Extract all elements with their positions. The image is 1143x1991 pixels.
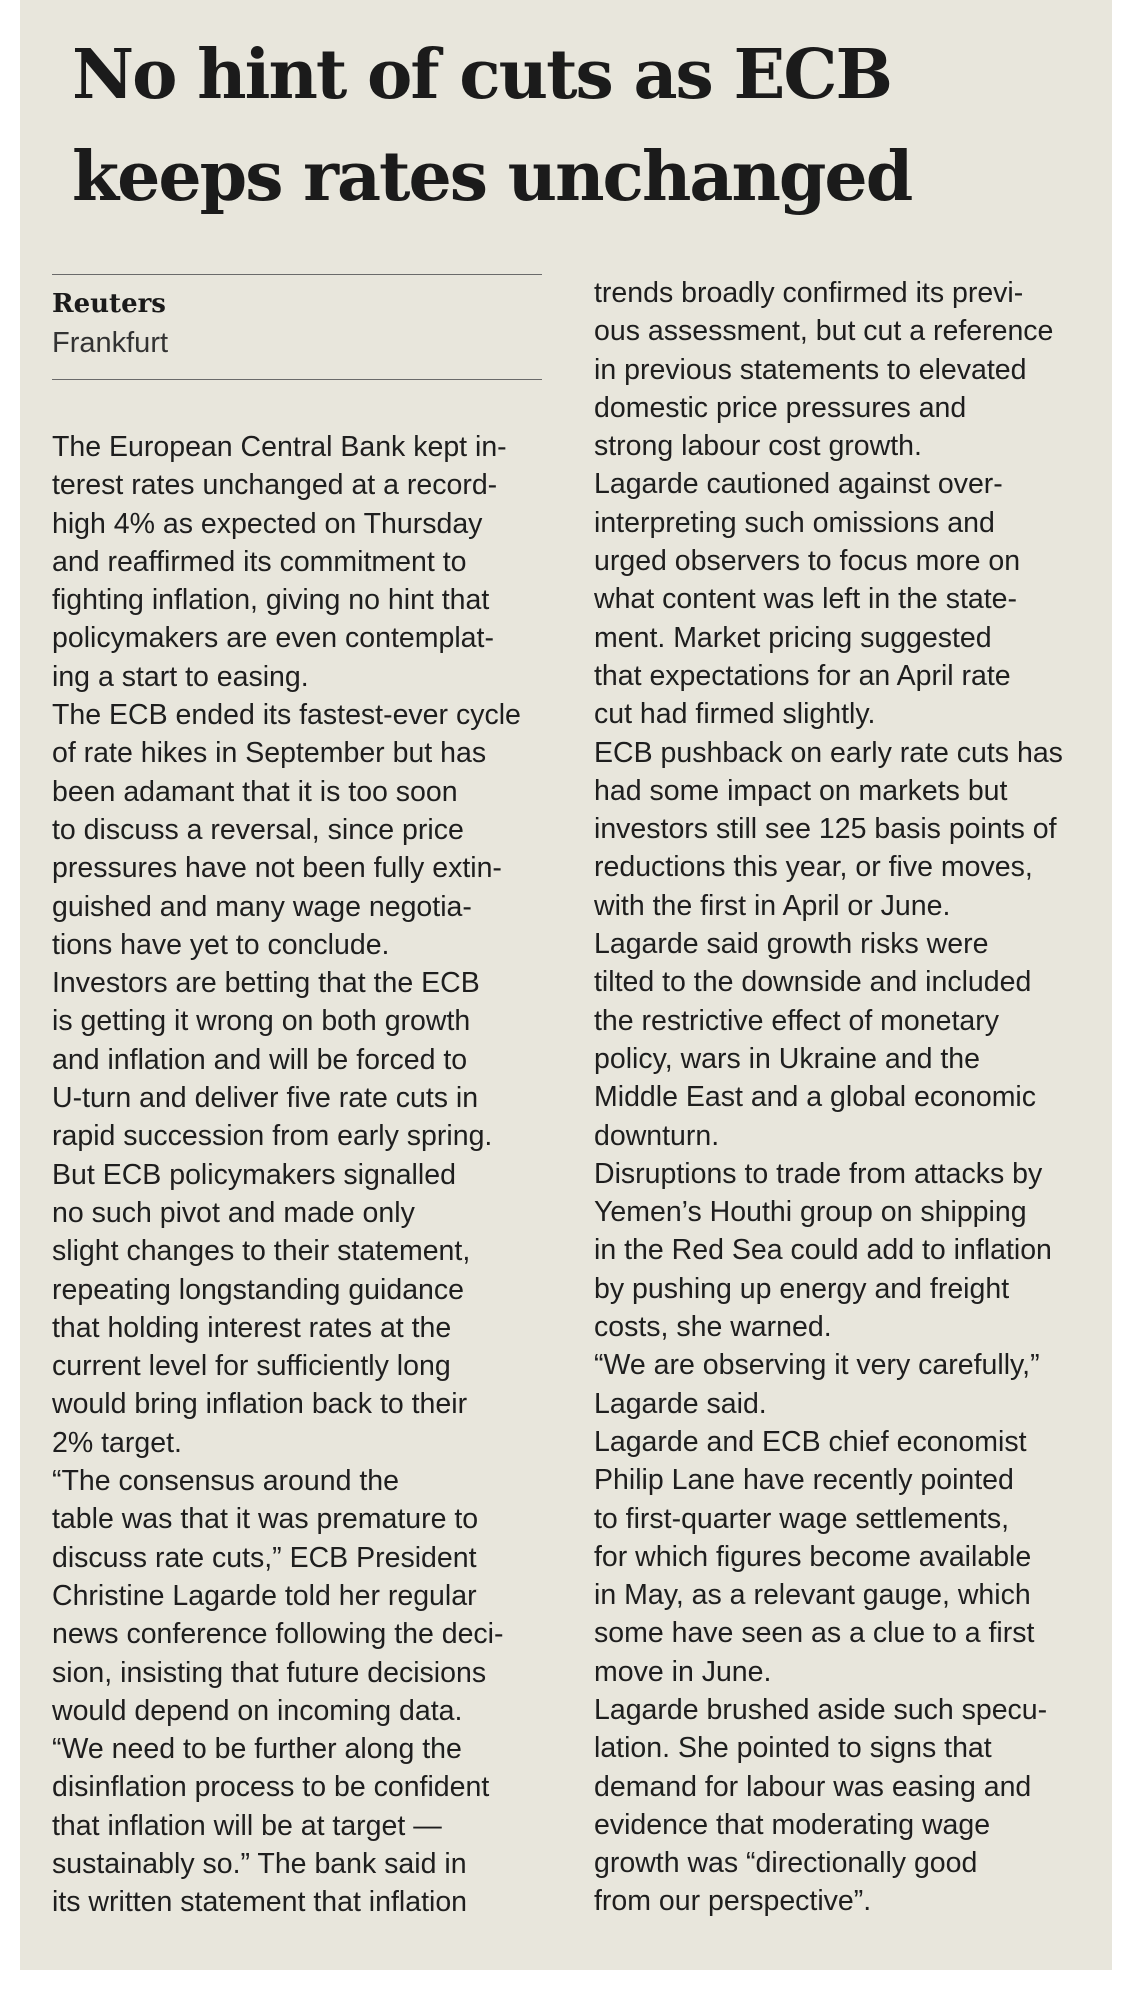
body-text-line: some have seen as a clue to a first (594, 1617, 1035, 1650)
byline-location: Frankfurt (52, 327, 169, 359)
body-text-line: tilted to the downside and included (594, 966, 1032, 999)
body-text-line: fighting inflation, giving no hint that (52, 584, 490, 617)
body-text-line: But ECB policymakers signalled (52, 1158, 456, 1191)
body-text-line: cut had firmed slightly. (594, 698, 876, 731)
body-column-right (594, 274, 1099, 1921)
body-text-line: trends broadly confirmed its previ- (594, 277, 1024, 309)
body-text-line: for which figures become available (594, 1540, 1032, 1573)
body-text-line: that holding interest rates at the (52, 1311, 452, 1344)
body-text-line: interpreting such omissions and (594, 506, 995, 539)
body-text-line: Christine Lagarde told her regular (52, 1579, 477, 1612)
body-text-line: Middle East and a global economic (594, 1081, 1037, 1114)
body-text-line: in previous statements to elevated (594, 353, 1027, 386)
body-text-line: is getting it wrong on both growth (52, 1005, 471, 1038)
body-text-line: demand for labour was easing and (594, 1770, 1032, 1803)
body-text-line: ment. Market pricing suggested (594, 621, 992, 654)
body-text-line: rapid succession from early spring. (52, 1120, 493, 1153)
body-text-line: Lagarde cautioned against over- (594, 468, 1003, 501)
body-text-line: evidence that moderating wage (594, 1808, 991, 1841)
body-text-line: current level for sufficiently long (52, 1350, 451, 1383)
headline-line: No hint of cuts as ECB (72, 35, 891, 115)
body-text-line: from our perspective”. (594, 1885, 872, 1918)
body-text-line: with the first in April or June. (594, 889, 951, 922)
body-text-line: no such pivot and made only (52, 1196, 415, 1229)
body-text-line: ECB pushback on early rate cuts has (594, 736, 1063, 769)
byline-top-rule (52, 274, 542, 275)
body-text-line: reductions this year, or five moves, (594, 851, 1033, 884)
body-text-line: investors still see 125 basis points of (594, 813, 1057, 846)
body-text-line: that inflation will be at target — (52, 1809, 442, 1842)
body-text-line: move in June. (594, 1655, 772, 1688)
headline-line: keeps rates unchanged (72, 137, 912, 217)
body-text-line: Lagarde said. (594, 1387, 767, 1420)
body-text-line: sustainably so.” The bank said in (52, 1847, 467, 1880)
body-text-line: discuss rate cuts,” ECB President (52, 1541, 477, 1574)
body-text-line: growth was “directionally good (594, 1847, 978, 1880)
byline-source: Reuters (52, 289, 166, 319)
body-text-line: of rate hikes in September but has (52, 737, 487, 770)
body-text-line: and inflation and will be forced to (52, 1043, 468, 1076)
body-text-line: policy, wars in Ukraine and the (594, 1042, 980, 1075)
body-text-line: slight changes to their statement, (52, 1235, 471, 1268)
body-text-line: ing a start to easing. (52, 660, 309, 693)
body-text-line: to discuss a reversal, since price (52, 813, 464, 846)
body-text-line: high 4% as expected on Thursday (52, 507, 483, 540)
body-text-line: guished and many wage negotia- (52, 890, 472, 923)
body-text-line: lation. She pointed to signs that (594, 1732, 992, 1765)
body-text-line: in the Red Sea could add to inflation (594, 1234, 1052, 1267)
body-text-line: Investors are betting that the ECB (52, 967, 480, 1000)
body-text-line: policymakers are even contemplat- (52, 622, 494, 655)
body-text-line: that expectations for an April rate (594, 659, 1011, 692)
body-text-line: and reaffirmed its commitment to (52, 545, 467, 578)
body-text-line: been adamant that it is too soon (52, 775, 458, 808)
body-column-left (52, 428, 557, 1922)
body-text-line: Lagarde said growth risks were (594, 928, 989, 961)
body-text-line: tions have yet to conclude. (52, 928, 390, 961)
body-text-line: 2% target. (52, 1426, 182, 1459)
body-text-line: U-turn and deliver five rate cuts in (52, 1082, 479, 1115)
body-text-line: downturn. (594, 1119, 720, 1152)
body-text-line: disinflation process to be confident (52, 1771, 490, 1804)
body-text-line: the restrictive effect of monetary (594, 1004, 999, 1037)
body-text-line: “We are observing it very carefully,” (594, 1349, 1040, 1382)
body-text-line: its written statement that inflation (52, 1886, 468, 1919)
body-text-line: Yemen’s Houthi group on shipping (594, 1196, 1027, 1229)
body-text-line: costs, she warned. (594, 1311, 832, 1344)
body-text-line: urged observers to focus more on (594, 545, 1021, 578)
body-text-line: strong labour cost growth. (594, 430, 922, 463)
body-text-line: Lagarde brushed aside such specu- (594, 1693, 1048, 1726)
body-text-line: repeating longstanding guidance (52, 1273, 464, 1306)
body-text-line: had some impact on markets but (594, 774, 1008, 807)
body-text-line: in May, as a relevant gauge, which (594, 1579, 1031, 1612)
body-text-line: by pushing up energy and freight (594, 1272, 1010, 1305)
headline (72, 24, 1112, 228)
body-text-line: would depend on incoming data. (52, 1694, 463, 1727)
body-text-line: Lagarde and ECB chief economist (594, 1425, 1027, 1458)
body-text-line: Philip Lane have recently pointed (594, 1464, 1014, 1497)
body-text-line: to first-quarter wage settlements, (594, 1502, 1010, 1535)
body-text-line: pressures have not been fully extin- (52, 852, 502, 885)
body-text-line: news conference following the deci- (52, 1618, 504, 1651)
body-text-line: would bring inflation back to their (52, 1388, 468, 1421)
body-text-line: what content was left in the state- (594, 583, 1017, 616)
body-text-line: The ECB ended its fastest-ever cycle (52, 699, 521, 732)
body-text-line: ous assessment, but cut a reference (594, 315, 1054, 348)
body-text-line: “We need to be further along the (52, 1733, 462, 1766)
body-text-line: terest rates unchanged at a record- (52, 469, 498, 502)
byline-bottom-rule (52, 379, 542, 380)
body-text-line: domestic price pressures and (594, 391, 967, 424)
body-text-line: Disruptions to trade from attacks by (594, 1157, 1043, 1190)
body-text-line: table was that it was premature to (52, 1503, 479, 1536)
body-text-line: sion, insisting that future decisions (52, 1656, 487, 1689)
body-text-line: The European Central Bank kept in- (52, 431, 507, 463)
body-text-line: “The consensus around the (52, 1465, 399, 1498)
